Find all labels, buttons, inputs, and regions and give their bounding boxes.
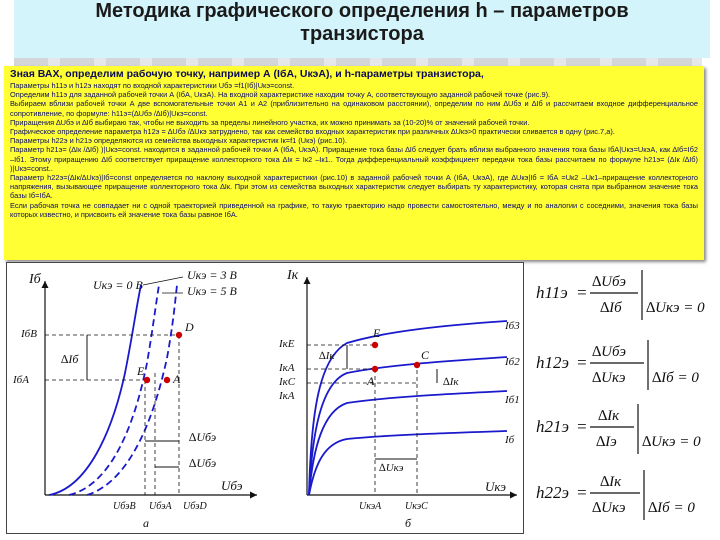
tick-ika: IкA [279,362,295,374]
tick-iba: IбA [13,374,29,386]
formula-h12-cond: ∆Iб = 0 [652,370,699,386]
delta-ube-label-2: ∆Uбэ [189,456,217,470]
formula-h22-den: ∆Uкэ [592,500,626,516]
point-a [164,377,170,383]
formula-h22-cond: ∆Iб = 0 [648,500,695,516]
formula-h11-num: ∆Uбэ [592,274,626,290]
tick-ike: IкE [279,338,295,350]
formula-h11 [534,264,714,331]
tick-ikc: IкC [279,376,296,388]
point-a-out [372,366,378,372]
curve-ib1 [309,391,507,495]
formula-h22-lhs: h22э [536,483,569,502]
formula-h12-num: ∆Uбэ [592,344,626,360]
delta-ube-label-1: ∆Uбэ [189,430,217,444]
formula-h21-lhs: h21э [536,417,569,436]
label-uke-5: Uкэ = 5 В [187,284,237,298]
graph-a-x-label: Uбэ [221,478,243,493]
formula-h21-num: ∆Iк [598,408,620,424]
point-e [144,377,150,383]
formula-h22-svg [534,464,714,526]
characteristics-figure [6,262,524,534]
formula-h21-eq: = [576,417,588,436]
leader-uke-3 [143,277,183,285]
formula-h11-den: ∆Iб [600,300,622,316]
label-uke-3: Uкэ = 3 В [187,268,237,282]
formula-h22-num: ∆Iк [600,474,622,490]
graph-a [12,268,257,530]
x-tick-ubed: UбэD [183,501,207,512]
delta-ik-label-1: ∆Iк [319,350,335,362]
label-point-a: A [173,372,181,386]
label-point-a-out: A [367,374,375,388]
slide-title [14,0,710,46]
label-ib2: Iб2 [505,356,520,368]
note-paragraph: Выбираем вблизи рабочей точки А две вспомогательные точки А1 и А2 (приблизительно на одинаковом расстоянии), определим по ним ∆Uбэ и ∆Iб и рассчитаем входное дифференциальное сопротивление, по формуле: h11э=(∆Uбэ /∆Iб)|Uкэ=const. [10,99,698,118]
graph-b-x-label: Uкэ [485,479,507,494]
note-paragraph: Приращения ∆Uбэ и ∆Iб выбираю так, чтобы не выходить за пределы линейного участка, их можно принимать за (10-20)% от значений рабочей точки. [10,117,530,127]
delta-ik-label-2: ∆Iк [443,376,459,388]
formula-h22-eq: = [576,483,588,502]
graph-a-y-label: Iб [29,272,41,287]
formula-h11-svg [534,264,714,326]
delta-ib-label: ∆Iб [61,352,79,366]
label-ib1: Iб1 [505,394,520,406]
point-d [176,332,182,338]
formula-h12-svg [534,334,714,396]
formula-h21-cond: ∆Uкэ = 0 [642,434,701,450]
label-ib3: Iб3 [505,320,520,332]
label-point-e-out: E [373,326,381,340]
label-point-d: D [185,320,194,334]
characteristics-svg [7,263,523,533]
formula-h11-cond: ∆Uкэ = 0 [646,300,705,316]
note-paragraph: Параметр h22э=(∆Iк/∆Uкэ)|Iб=const определяется по наклону выходной характеристики (рис.10) в заданной рабочей точки А (IбА, UкэА), где ∆Uкэ|Iб = IбА =Uк2 –Uк1–приращение коллекторного напряжения, вызывающее приращение коллекторного тока ∆Iк. При этом из семейства выходных характеристик следует выбирать ту характеристику, которая снята при выбранном значение тока базы Iб=IбА. [10,173,698,201]
formula-h11-eq: = [576,283,588,302]
note-paragraph: Параметр h21э= (∆Iк /∆Iб) )|Uкэ=const. находится в заданной рабочей точки А (IбА, UкэА). Приращение тока базы ∆Iб следует брать вблизи выбранного значения тока базы IбА|Uкэ=UкэА, как ∆Iб=Iб2 –Iб1. Этому приращению ∆Iб соответствует приращение коллекторного тока ∆Iк = Iк2 –Iк1.. Тогда дифференциальный коэффициент передачи тока базы рассчитаем по формуле h21э= (∆Iк /∆Iб) )|Uкэ=const.. [10,145,698,173]
label-ib0: Iб [505,434,515,446]
formula-h11-lhs: h11э [536,283,568,302]
formula-h12-den: ∆Uкэ [592,370,626,386]
caption-a: а [143,516,149,530]
formula-h22 [534,464,714,531]
curve-uke-5 [87,285,177,495]
x-tick-ubeb: UбэB [113,501,136,512]
note-paragraph: Если рабочая точка не совпадает ни с одной траекторией приведенной на графике, то такую траекторию надо провести самостоятельно, между и по аналогии с соседними, значения тока базы которых известно, и присвоить ей значение тока базы равное IбА. [10,200,698,219]
graph-b [278,268,520,530]
point-e-out [372,342,378,348]
formula-h12 [534,334,714,401]
title-line-2: транзистора [300,23,424,45]
formula-h21 [534,398,714,465]
curve-uke-0 [49,285,141,495]
x-tick-ukea: UкэA [359,501,382,512]
x-tick-ukec: UкэC [405,501,428,512]
tick-ibb: IбB [21,328,37,340]
note-lead: Зная ВАХ, определим рабочую точку, например А (IбА, UкэА), и h-параметры транзистора, [10,68,484,80]
label-uke-0: Uкэ = 0 В [93,278,143,292]
delta-uke-label: ∆Uкэ [379,462,404,474]
formula-h12-lhs: h12э [536,353,569,372]
curve-ib0 [309,431,507,495]
title-line-1: Методика графического определения h – параметров [95,0,629,22]
formula-h12-eq: = [576,353,588,372]
curve-uke-3 [69,285,159,495]
graph-b-y-label: Iк [287,268,299,283]
note-paragraph: Параметры h22э и h21э определяются из семейства выходных характеристик Iк=f1 (Uкэ) (рис.10). [10,136,347,146]
label-point-e: E [137,364,145,378]
curve-ib2 [309,357,507,495]
note-paragraph: Параметры h11э и h12э находят по входной характеристики Uбэ =f1(Iб)|Uкэ=const. [10,81,295,90]
formula-h21-den: ∆Iэ [596,434,617,450]
tick-ika-2: IкA [279,390,295,402]
x-tick-ubea: UбэA [149,501,172,512]
caption-b: б [405,516,412,530]
note-paragraph: Определим h11э для заданной рабочей точки А (IбА, UкэА). На входной характеристике находим точку А, соответствующую заданной рабочей точке (рис.9). [10,90,551,100]
label-point-c-out: C [421,348,430,362]
point-c-out [414,362,420,368]
explanation-note [4,66,704,260]
note-paragraph: Графическое определение параметра h12э = ∆Uбэ /∆Uкэ затруднено, так как семейство входных характеристик при различных ∆Uкэ>0 практически сливается в одну (рис.7,а). [10,127,615,137]
formula-h21-svg [534,398,714,460]
